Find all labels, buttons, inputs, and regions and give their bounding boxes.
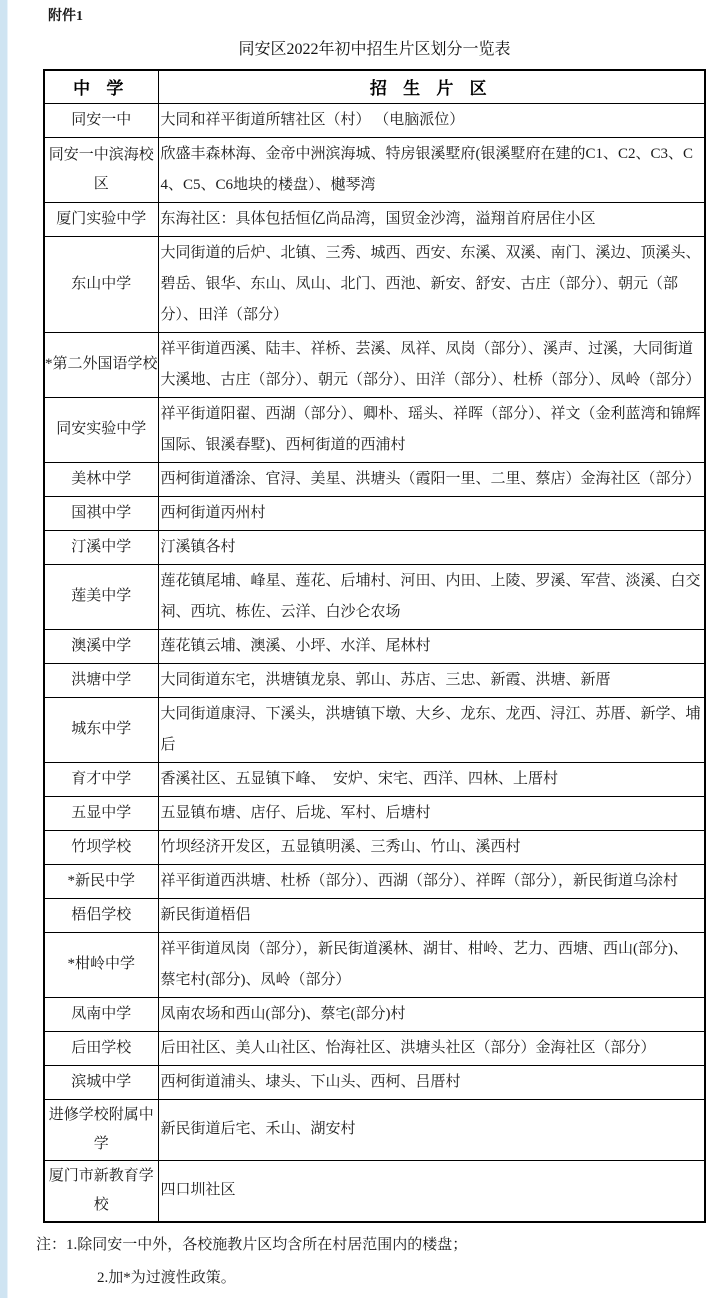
table-row <box>44 103 705 137</box>
zone-cell: 竹坝经济开发区，五显镇明溪、三秀山、竹山、溪西村 <box>158 830 705 864</box>
zone-cell: 大同街道的后炉、北镇、三秀、城西、西安、东溪、双溪、南门、溪边、顶溪头、碧岳、银华、东山、凤山、北门、西池、新安、舒安、古庄（部分）、朝元（部分）、田洋（部分） <box>158 236 705 332</box>
note-line-2: 2.加*为过渡性政策。 <box>97 1269 236 1286</box>
zone-cell: 西柯街道潘涂、官浔、美星、洪塘头（霞阳一里、二里、蔡店）金海社区（部分） <box>158 462 705 496</box>
table-row <box>44 1065 705 1099</box>
zone-cell: 祥平街道阳翟、西湖（部分）、卿朴、瑶头、祥晖（部分）、祥文（金利蓝湾和锦辉国际、银溪春墅)、西柯街道的西浦村 <box>158 397 705 462</box>
zone-cell: 西柯街道浦头、埭头、下山头、西柯、吕厝村 <box>158 1065 705 1099</box>
table-row <box>44 462 705 496</box>
zone-cell: 大同街道康浔、下溪头，洪塘镇下墩、大乡、龙东、龙西、浔江、苏厝、新学、埔后 <box>158 697 705 762</box>
notes <box>36 1235 706 1288</box>
school-name-cell: 城东中学 <box>44 697 158 762</box>
zone-cell: 祥平街道凤岗（部分），新民街道溪林、湖甘、柑岭、艺力、西塘、西山(部分)、蔡宅村(部分)、凤岭（部分） <box>158 932 705 997</box>
table-row <box>44 898 705 932</box>
header-row <box>44 70 705 103</box>
column-header-school: 中 学 <box>44 70 158 103</box>
zone-cell: 西柯街道丙州村 <box>158 496 705 530</box>
school-name-cell: 美林中学 <box>44 462 158 496</box>
school-name-cell: 莲美中学 <box>44 564 158 629</box>
zone-cell: 大同街道东宅，洪塘镇龙泉、郭山、苏店、三忠、新霞、洪塘、新厝 <box>158 663 705 697</box>
zone-cell: 五显镇布塘、店仔、后垅、军村、后塘村 <box>158 796 705 830</box>
table-row <box>44 864 705 898</box>
school-name-cell: *新民中学 <box>44 864 158 898</box>
school-name-cell: 滨城中学 <box>44 1065 158 1099</box>
school-name-cell: 育才中学 <box>44 762 158 796</box>
zone-cell: 汀溪镇各村 <box>158 530 705 564</box>
table-row <box>44 397 705 462</box>
school-name-cell: 后田学校 <box>44 1031 158 1065</box>
school-name-cell: 同安一中 <box>44 103 158 137</box>
zone-cell: 新民街道后宅、禾山、湖安村 <box>158 1099 705 1160</box>
school-name-cell: 凤南中学 <box>44 997 158 1031</box>
school-name-cell: 洪塘中学 <box>44 663 158 697</box>
table-row <box>44 1160 705 1222</box>
school-name-cell: 五显中学 <box>44 796 158 830</box>
page-title: 同安区2022年初中招生片区划分一览表 <box>238 41 511 58</box>
school-name-cell: 进修学校附属中学 <box>44 1099 158 1160</box>
table-row <box>44 1099 705 1160</box>
table-row <box>44 530 705 564</box>
table-row <box>44 830 705 864</box>
zone-table <box>43 69 706 1223</box>
table-row <box>44 663 705 697</box>
table-row <box>44 202 705 236</box>
school-name-cell: 澳溪中学 <box>44 629 158 663</box>
table-row <box>44 236 705 332</box>
table-row <box>44 137 705 202</box>
zone-cell: 新民街道梧侣 <box>158 898 705 932</box>
zone-cell: 后田社区、美人山社区、怡海社区、洪塘头社区（部分）金海社区（部分） <box>158 1031 705 1065</box>
column-header-zone: 招 生 片 区 <box>158 70 705 103</box>
zone-table-header <box>44 70 705 103</box>
school-name-cell: *第二外国语学校 <box>44 332 158 397</box>
table-row <box>44 564 705 629</box>
table-row <box>44 796 705 830</box>
table-row <box>44 496 705 530</box>
zone-table-body <box>44 103 705 1222</box>
table-row <box>44 762 705 796</box>
table-row <box>44 332 705 397</box>
school-name-cell: 梧侣学校 <box>44 898 158 932</box>
zone-cell: 凤南农场和西山(部分)、蔡宅(部分)村 <box>158 997 705 1031</box>
zone-cell: 大同和祥平街道所辖社区（村） （电脑派位） <box>158 103 705 137</box>
table-row <box>44 629 705 663</box>
zone-cell: 祥平街道西溪、陆丰、祥桥、芸溪、凤祥、凤岗（部分）、溪声、过溪，大同街道大溪地、古庄（部分）、朝元（部分）、田洋（部分）、杜桥（部分）、凤岭（部分） <box>158 332 705 397</box>
school-name-cell: 汀溪中学 <box>44 530 158 564</box>
zone-cell: 莲花镇尾埔、峰星、莲花、后埔村、河田、内田、上陵、罗溪、军营、淡溪、白交祠、西坑、栋佐、云洋、白沙仑农场 <box>158 564 705 629</box>
table-row <box>44 697 705 762</box>
zone-cell: 东海社区：具体包括恒亿尚品湾，国贸金沙湾，溢翔首府居住小区 <box>158 202 705 236</box>
zone-cell: 四口圳社区 <box>158 1160 705 1222</box>
school-name-cell: *柑岭中学 <box>44 932 158 997</box>
table-row <box>44 997 705 1031</box>
table-row <box>44 932 705 997</box>
school-name-cell: 东山中学 <box>44 236 158 332</box>
zone-cell: 欣盛丰森林海、金帝中洲滨海城、特房银溪墅府(银溪墅府在建的C1、C2、C3、C4、C5、C6地块的楼盘）、樾琴湾 <box>158 137 705 202</box>
zone-cell: 祥平街道西洪塘、杜桥（部分）、西湖（部分）、祥晖（部分），新民街道乌涂村 <box>158 864 705 898</box>
school-name-cell: 竹坝学校 <box>44 830 158 864</box>
note-line-1: 注：1.除同安一中外，各校施教片区均含所在村居范围内的楼盘； <box>36 1236 468 1253</box>
school-name-cell: 同安实验中学 <box>44 397 158 462</box>
zone-cell: 香溪社区、五显镇下峰、 安炉、宋宅、西洋、四林、上厝村 <box>158 762 705 796</box>
zone-cell: 莲花镇云埔、澳溪、小坪、水洋、尾林村 <box>158 629 705 663</box>
school-name-cell: 同安一中滨海校区 <box>44 137 158 202</box>
school-name-cell: 厦门实验中学 <box>44 202 158 236</box>
school-name-cell: 国祺中学 <box>44 496 158 530</box>
table-row <box>44 1031 705 1065</box>
school-name-cell: 厦门市新教育学校 <box>44 1160 158 1222</box>
attachment-label: 附件1 <box>48 9 83 24</box>
